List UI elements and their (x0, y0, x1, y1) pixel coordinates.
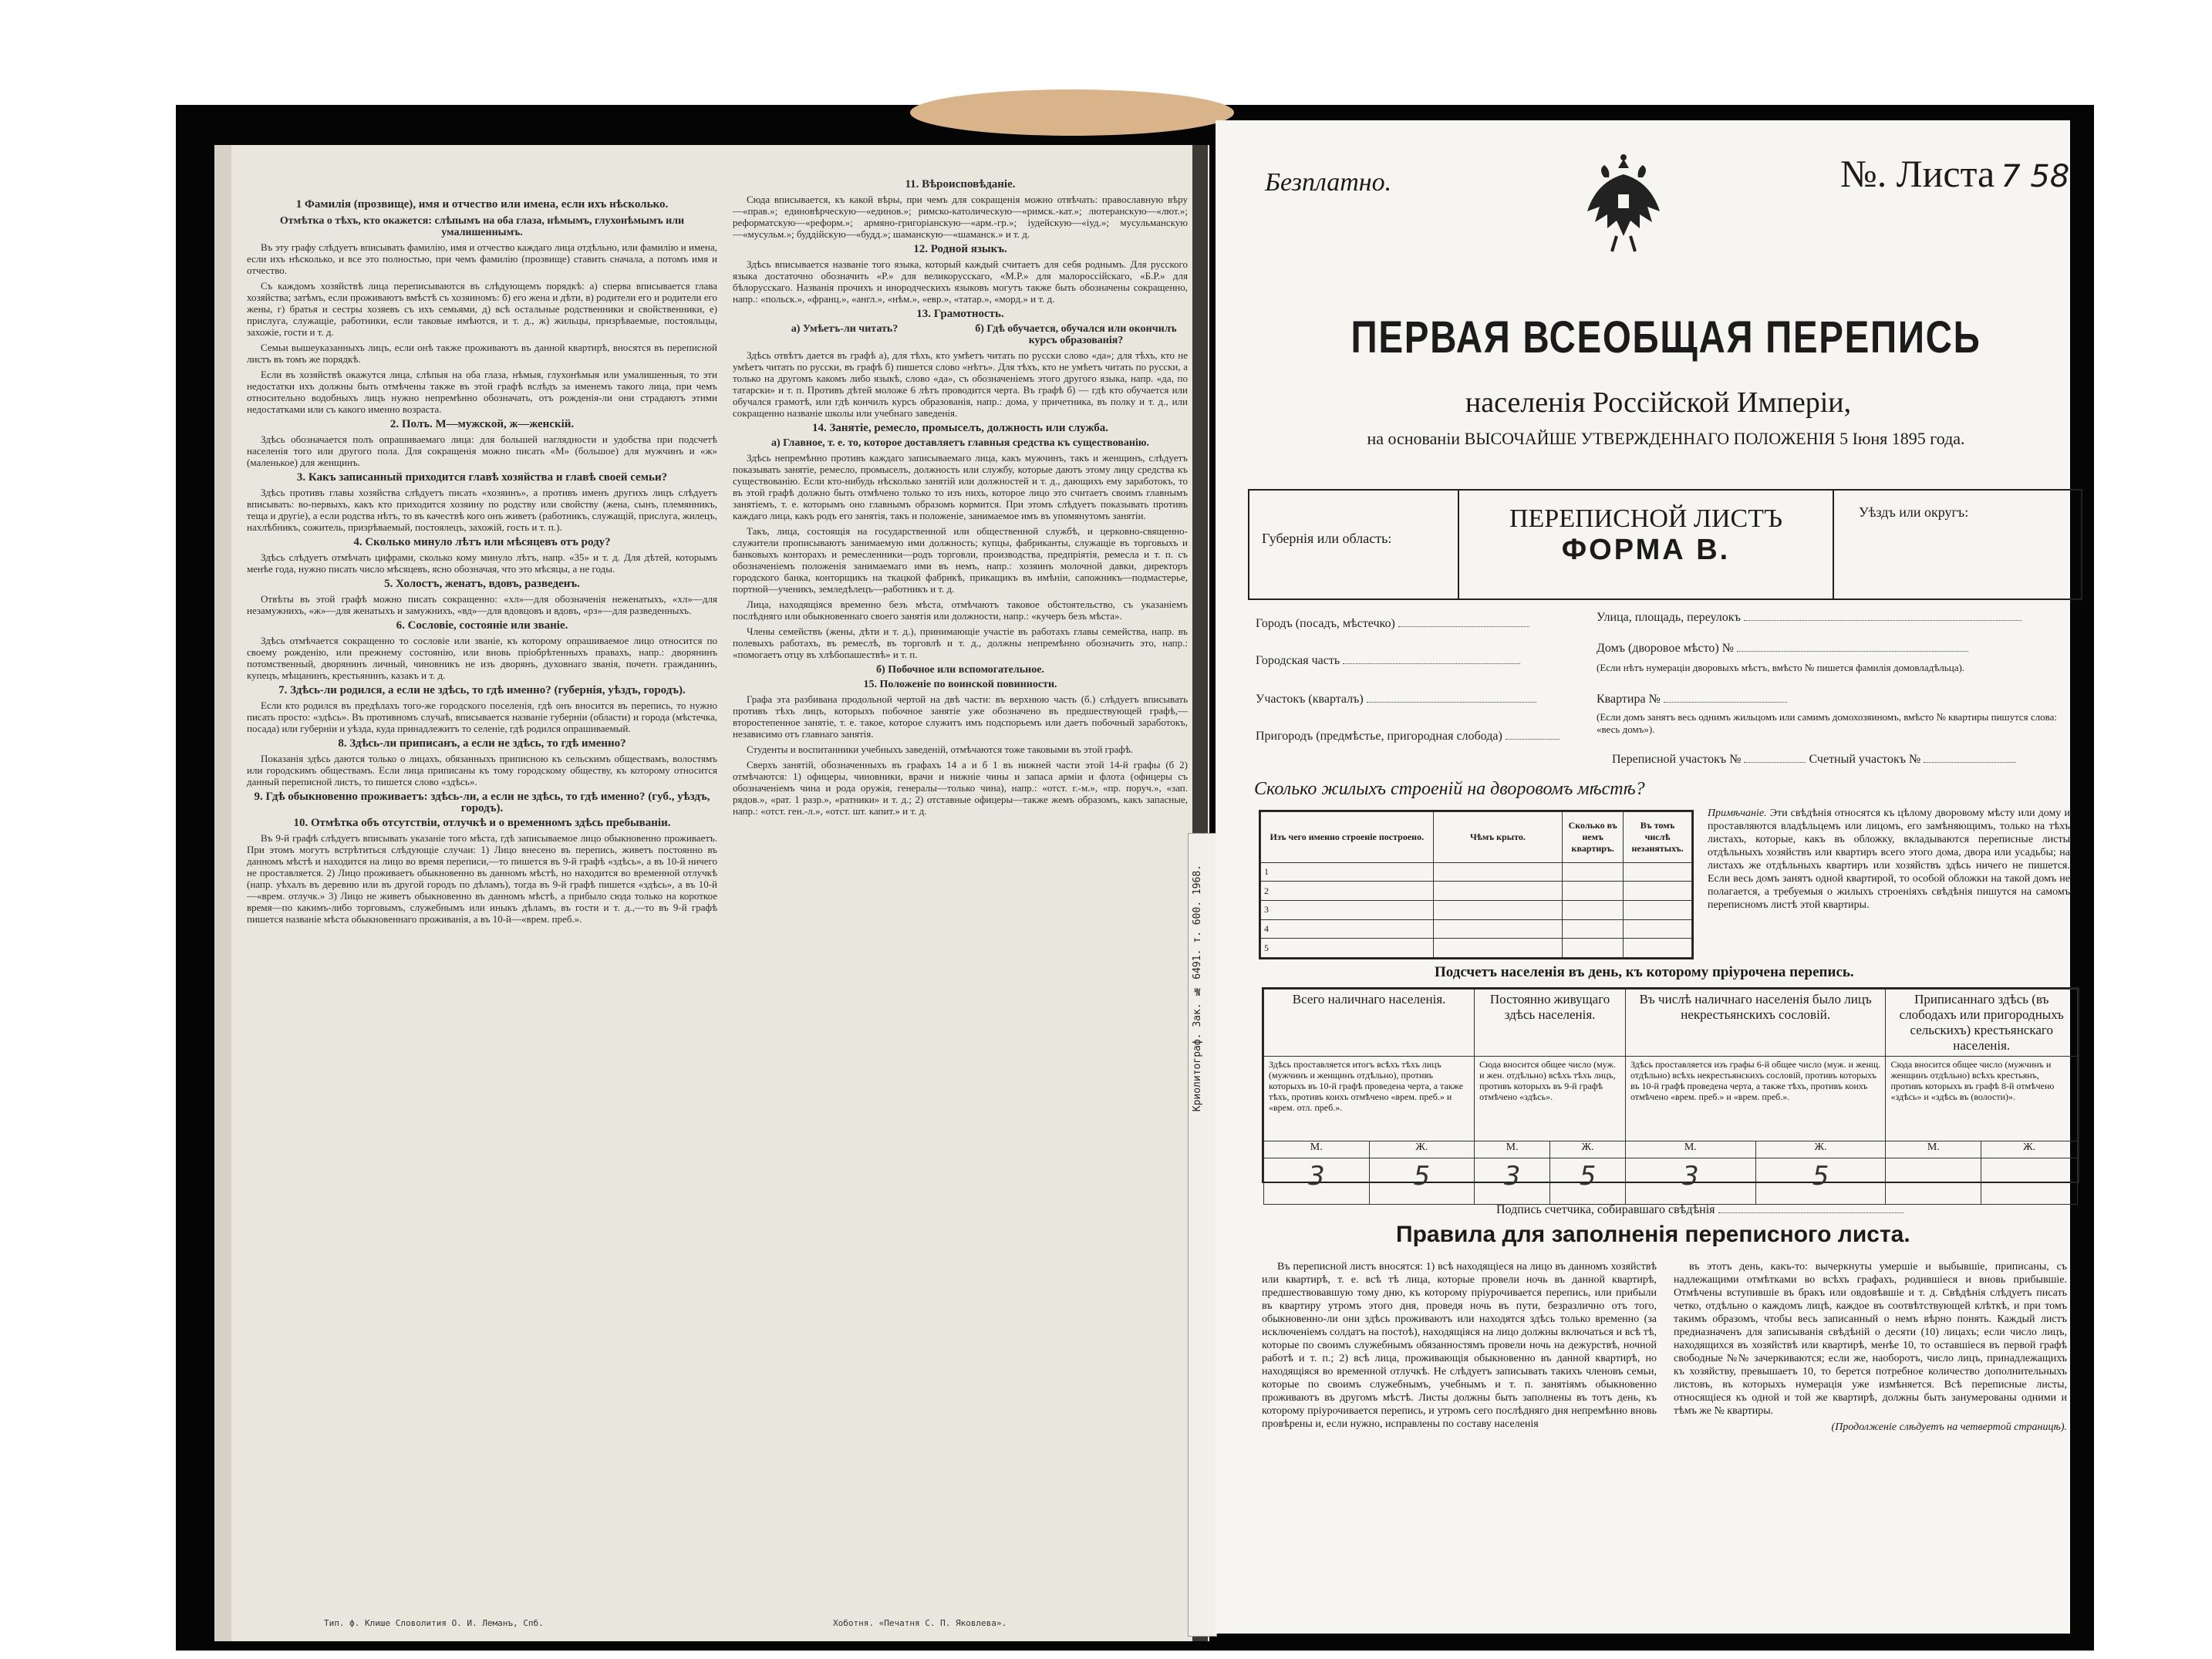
table-row[interactable] (1261, 939, 1692, 958)
desc-total: Здѣсь проставляется итогъ всѣхъ тѣхъ лицъ (мужчинъ и женщинъ отдѣльно), противъ которыхъ въ 10-й графѣ проведена черта, а также тѣхъ, противъ коихъ отмѣчено «врем. преб.» и «врем. отл. преб.». (1264, 1057, 1475, 1141)
male-header: М. (1475, 1141, 1550, 1158)
buildings-table (1259, 810, 1694, 959)
population-table (1262, 987, 2079, 1192)
signature-label: Подпись счетчика, собиравшаго свѣдѣнія (1496, 1203, 1715, 1216)
section-2-heading: 2. Полъ. М—мужской, ж—женскій. (389, 418, 575, 430)
field-dom[interactable] (1597, 642, 1968, 656)
table-row[interactable] (1261, 862, 1692, 882)
header-non-peasant: Въ числѣ наличнаго населенія было лицъ некрестьянскихъ сословій. (1625, 990, 1885, 1057)
table-surface (910, 89, 1234, 136)
sheet-number (1840, 151, 2069, 196)
paragraph: Здѣсь обозначается полъ опрашиваемаго лица: для большей наглядности и удобства при подсчетѣ населенія того или другого пола. Для сокращенія можно писать «М» (большое) для мужчинъ и «ж» (маленькое) для женщинъ. (247, 433, 717, 468)
printer-imprint-right: Хоботня. «Печатня С. П. Яковлева». (833, 1618, 1007, 1628)
header-permanent: Постоянно живущаго здѣсь населенія. (1475, 990, 1626, 1057)
printer-imprint-left: Тип. ф. Клише Словолития О. И. Леманъ, Спб. (324, 1618, 544, 1628)
female-header: Ж. (1369, 1141, 1475, 1158)
section-14b-heading: б) Побочное или вспомогательное. (876, 664, 1044, 676)
section-14-heading: 14. Занятіе, ремесло, промыселъ, должность или служба. (811, 422, 1109, 434)
guberniya-cell (1249, 491, 1459, 599)
uezd-label: Уѣздъ или округъ: (1859, 504, 1969, 520)
section-6-heading: 6. Сословіе, состояніе или званіе. (396, 619, 568, 632)
section-1-subheading: Отмѣтка о тѣхъ, кто окажется: слѣпымъ на оба глаза, нѣмымъ, глухонѣмымъ или умалишеннымъ. (279, 215, 685, 238)
row-number: 3 (1261, 901, 1434, 920)
paragraph: Члены семействъ (жены, дѣти и т. д.), принимающіе участіе въ работахъ главы семейства, напр. въ полевыхъ работахъ, въ ремеслѣ, въ торговлѣ и т. д., должны непремѣнно обозначить это, напр.: «помогаетъ отцу въ хлѣбопашествѣ» и т. п. (733, 625, 1188, 660)
header-total: Всего наличнаго населенія. (1264, 990, 1475, 1057)
count-peasant-male[interactable] (1886, 1158, 1981, 1205)
section-3-heading: 3. Какъ записанный приходится главѣ хозяйства и главѣ своей семьи? (296, 471, 668, 484)
paragraph: Здѣсь непремѣнно противъ каждаго записываемаго лица, какъ мужчинъ, такъ и женщинъ, слѣдуетъ показывать занятіе, ремесло, промыселъ, должность или службу, которые даютъ этому лицу средства къ существованію. Если кто-нибудь нѣсколько занятій или должностей и т. д., дающихъ ему заработокъ, то въ этой графѣ должно быть отмѣчено только то изъ нихъ, которое лицо это считаетъ своимъ главнымъ занятіемъ, т. е. которымъ оно главнымъ образомъ кормится. При этомъ слѣдуетъ показывать противъ каждаго лица, какъ родъ его занятія, такъ и положеніе, занимаемое имъ въ упомянутомъ занятіи. (733, 452, 1188, 521)
column-header: Въ томъ числѣ незанятыхъ. (1624, 812, 1692, 863)
section-14a-heading: а) Главное, т. е. то, которое доставляетъ главныя средства къ существованію. (771, 437, 1149, 449)
count-permanent-female[interactable]: 5 (1550, 1158, 1626, 1205)
double-headed-eagle-icon (1581, 151, 1666, 259)
field-label: Участокъ (кварталъ) (1256, 693, 1364, 706)
buildings-question: Сколько жилыхъ строеній на дворовомъ мѣстѣ? (1254, 779, 1645, 799)
field-label: Пригородъ (предмѣстье, пригородная слобода) (1256, 730, 1502, 743)
table-row[interactable] (1261, 901, 1692, 920)
rules-column-2 (1674, 1260, 2067, 1437)
field-perepis-uchastok[interactable] (1612, 753, 2016, 767)
male-header: М. (1264, 1141, 1370, 1158)
column-header: Чѣмъ крыто. (1433, 812, 1563, 863)
rules-column-1 (1262, 1260, 1657, 1434)
field-prigorod[interactable] (1256, 730, 1560, 744)
forma-label: ФОРМА В. (1561, 534, 1731, 566)
paragraph: Здѣсь слѣдуетъ отмѣчать цифрами, сколько кому минуло лѣтъ, напр. «35» и т. д. Для дѣтей, которымъ менѣе года, нужно писать число мѣсяцевъ, ясно обозначая, что это мѣсяцы, а не годы. (247, 551, 717, 575)
table-row[interactable] (1261, 919, 1692, 939)
field-label: Городъ (посадъ, мѣстечко) (1256, 617, 1395, 630)
continued-note: (Продолженіе слѣдуетъ на четвертой страницѣ). (1831, 1421, 2067, 1433)
count-peasant-female[interactable] (1981, 1158, 2078, 1205)
paragraph: Отвѣты въ этой графѣ можно писать сокращенно: «хл»—для обозначенія неженатыхъ, «хл»—для незамужнихъ, «ж»—для женатыхъ и замужнихъ, «вд»—для вдовцовъ и вдовъ, «рз»—для разведенныхъ. (247, 593, 717, 616)
row-number: 4 (1261, 919, 1434, 939)
paragraph: Въ 9-й графѣ слѣдуетъ вписывать указаніе того мѣста, гдѣ записываемое лицо обыкновенно проживаетъ. При этомъ могутъ встрѣтиться слѣдующіе случаи: 1) Лицо внесено въ перепись, живетъ постоянно въ данномъ мѣстѣ и находится на лицо во время переписи,—то пишется въ 9-й графѣ «здѣсь», а въ 10-й ничего не проставляется. 2) Лицо проживаетъ обыкновенно въ данномъ мѣстѣ, но находится во временной отлучкѣ (напр. уѣхалъ въ деревню или въ другой городъ по дѣламъ), тогда въ 9-й графѣ пишется «здѣсь», а въ 10-й—«врем. отлучк.» 3) Лицо не живетъ обыкновенно въ данномъ мѣстѣ, а прибыло сюда только на короткое время—по какимъ-либо торговымъ, служебнымъ или иныкъ дѣламъ, въ гости и т. д.,—то въ 9-й графѣ пишется названіе мѣста обыкновеннаго проживанія, а въ 10-й—«врем. преб.». (247, 832, 717, 925)
female-header: Ж. (1755, 1141, 1886, 1158)
paragraph: Сверхъ занятій, обозначенныхъ въ графахъ 14 а и б 1 въ нижней части этой 14-й графы (б 2) отмѣчаются: 1) офицеры, чиновники, врачи и нижніе чины и запаса арміи и флота (офицеры съ обозначеніемъ чина и рода оружія, генералы—только чина), напр.: «отст. г.-м.», «пр. поруч.», «зап. рядов.», «рат. 1 разр.», «ратники» и т. д.; 2) отставные офицеры—также жемъ образомъ, какъ запасные, напр.: «отст. ген.-л.», «отст. шт. капит.» и т. д. (733, 759, 1188, 817)
desc-peasant: Сюда вносится общее число (мужчинъ и женщинъ отдѣльно) всѣхъ крестьянъ, противъ которыхъ въ графѣ 8-й отмѣчено «здѣсь» и «здѣсь въ (волости)». (1886, 1057, 2078, 1141)
field-kvartira[interactable] (1597, 693, 1787, 706)
paragraph: Сюда вписывается, къ какой вѣры, при чемъ для сокращенія можно отвѣчать: православную вѣру—«прав.»; единовѣрческую—«единов.»; римско-католическую—«римск.-кат.»; лютеранскую—«лют.»; реформатскую—«реформ.»; армяно-григоріанскую—«арм.-гр.»; іудейскую—«іуд.»; мусульманскую—«мусульм.»; буддійскую—«будд.»; шаманскую—«шаманск.» и т. д. (733, 194, 1188, 240)
paragraph: Такъ, лица, состоящія на государственной или общественной службѣ, и церковно-священно-служители прописываютъ занимаемую ими должность; купцы, фабриканты, служащіе въ торговыхъ и банковыхъ конторахъ и ремесленники—родъ торговли, производства, предпріятія, ремесла и т. п. съ обозначеніемъ положенія занимаемаго ими въ немъ, напр.: хозяинъ молочной давки, директоръ городского банка, конторщикъ на ткацкой фабрикѣ, прикащикъ въ имѣніи, сапожникъ—подмастерье, портной—ученикъ, земледѣлецъ—работникъ и т. д. (733, 525, 1188, 595)
note-title: Примѣчаніе. (1708, 808, 1767, 819)
count-total-male[interactable]: 3 (1264, 1158, 1370, 1205)
section-10-heading: 10. Отмѣтка объ отсутствіи, отлучкѣ и о временномъ здѣсь пребываніи. (293, 817, 671, 829)
field-label: Городская часть (1256, 654, 1340, 667)
paragraph: Если въ хозяйствѣ окажутся лица, слѣпыя на оба глаза, нѣмыя, глухонѣмыя или умалишенныя, то эти недостатки ихъ должны быть отмѣчены также въ этой графѣ вслѣдъ за именемъ такого лица, при чемъ относительно водобныхъ лицъ нужно непремѣнно обозначать, отъ рожденія-ли они страдаютъ этими недостатками или съ какого именно возраста. (247, 369, 717, 415)
paragraph: Въ переписной листъ вносятся: 1) всѣ находящіеся на лицо въ данномъ хозяйствѣ или квартирѣ, т. е. всѣ тѣ лица, которые провели ночь въ данной квартирѣ, предшествовавшую тому дню, къ которому пріурочивается перепись, или прибыли въ квартиру утромъ этого дня, проведя ночь въ пути, безразлично отъ того, обыкновенно-ли они здѣсь проживаютъ или находятся здѣсь только временно (за исключеніемъ солдатъ на постоѣ), находящіяся на лицо должны включаться и всѣ тѣ, которые по своимъ служебнымъ обязанностямъ провели ночь на дежурствѣ, ночной работѣ и т. п.; 2) всѣ лица, проживающія обыкновенно въ данной квартирѣ, но находящіяся во временной отлучкѣ. Не слѣдуетъ записывать такихъ членовъ семьи, которые по своимъ служебнымъ, учебнымъ и т. п. занятіямъ обыкновенно проживаютъ въ другомъ мѣстѣ. Листы должны быть заполнены въ тотъ день, къ которому пріурочивается перепись, и утромъ сего послѣдняго дня непремѣнно вновь провѣрены и, если нужно, исправлены по составу населенія (1262, 1261, 1657, 1430)
paragraph: Студенты и воспитанники учебныхъ заведеній, отмѣчаются тоже таковыми въ этой графѣ. (747, 744, 1134, 755)
sheet-number-value: 7 58 (2001, 159, 2070, 194)
rules-title: Правила для заполненія переписного листа. (1396, 1222, 1910, 1247)
header-box (1248, 489, 2082, 600)
column-header: Изъ чего именно строеніе построено. (1261, 812, 1434, 863)
paragraph: Семьи вышеуказанныхъ лицъ, если онѣ также проживаютъ въ данной квартирѣ, вносятся въ переписной листъ въ томъ же порядкѣ. (247, 342, 717, 365)
field-chast[interactable] (1256, 654, 1520, 668)
population-count-heading: Подсчетъ населенія въ день, къ которому пріурочена перепись. (1435, 964, 1854, 980)
section-15-heading: 15. Положеніе по воинской повинности. (863, 679, 1057, 690)
count-total-female[interactable]: 5 (1369, 1158, 1475, 1205)
census-title: ПЕРВАЯ ВСЕОБЩАЯ ПЕРЕПИСЬ (1350, 312, 1981, 362)
form-title-cell (1459, 491, 1834, 599)
field-gorod[interactable] (1256, 617, 1529, 631)
section-12-heading: 12. Родной языкъ. (913, 243, 1007, 255)
row-number: 2 (1261, 882, 1434, 901)
note-block (1708, 807, 2070, 912)
row-number: 1 (1261, 862, 1434, 882)
count-permanent-male[interactable]: 3 (1475, 1158, 1550, 1205)
male-header: М. (1886, 1141, 1981, 1158)
section-11-heading: 11. Вѣроисповѣданіе. (905, 178, 1016, 191)
table-row[interactable] (1261, 882, 1692, 901)
dom-note: (Если нѣтъ нумераціи дворовыхъ мѣстъ, вмѣсто № пишется фамилія домовладѣльца). (1597, 662, 1965, 673)
archive-strip (1188, 833, 1217, 1637)
left-column-2 (733, 176, 1188, 821)
count-non-peasant-male[interactable]: 3 (1625, 1158, 1755, 1205)
section-13-heading: 13. Грамотность. (916, 308, 1004, 320)
archive-strip-text: Криолитограф. Зак. № 6491. т. 600. 1968. (1192, 865, 1203, 1112)
paragraph: Здѣсь отвѣтъ дается въ графѣ а), для тѣхъ, кто умѣетъ читать по русски слово «да»; для тѣхъ, кто не умѣетъ читать по русски, въ графѣ б) пишется слово «нѣтъ». Для тѣхъ, кто не умѣетъ читать по русски, а только на другомъ какомъ либо языкѣ, слово «да», съ обозначеніемъ этого другого языка, напр. «да, по татарски» и т. п. Противъ дѣтей моложе 6 лѣтъ проводится черта. Въ графѣ б) — гдѣ кто обучается или обучался грамотѣ, или гдѣ кончилъ курсъ образованія, напр.: дома, у причетника, въ полку и т. д., или сокращенно названіе школы или учебнаго заведенія. (733, 349, 1188, 419)
paragraph: Графа эта разбивана продольной чертой на двѣ части: въ верхнюю часть (б.) слѣдуетъ вписывать противъ тѣхъ лицъ, которыхъ побочное занятіе уже обозначено въ предшествующей графѣ,—второстепенное занятіе, т. е. такое, которое служитъ имъ подспорьемъ или даетъ побочный заработокъ, независимо отъ главнаго занятія. (733, 693, 1188, 740)
paragraph: Если кто родился въ предѣлахъ того-же городского поселенія, гдѣ онъ вносится въ перепись, то нужно писать просто: «здѣсь». Въ противномъ случаѣ, вписывается названіе губерніи (области) и города (мѣстечка, посада) или губерніи и уѣзда, куда принадлежитъ то селеніе, гдѣ родился опрашиваемый. (247, 700, 717, 734)
note-text: Эти свѣдѣнія относятся къ цѣлому дворовому мѣсту или дому и проставляются владѣльцемъ или лицомъ, его замѣняющимъ, только на тѣхъ листахъ, которые, какъ въ обложку, вкладываются переписные листы отдѣльныхъ хозяйствъ или квартиръ всего этого дома, двора или усадьбы; на листахъ же отдѣльныхъ квартиръ или хозяйствъ здѣсь ничего не пишется. Если весь домъ занятъ одной квартирой, то особой обложки на такой домъ не полагается, а требуемыя о жилыхъ строеніяхъ свѣдѣнія пишутся на самомъ переписномъ листѣ этой квартиры. (1708, 808, 2070, 911)
field-label: Счетный участокъ № (1809, 753, 1921, 766)
section-7-heading: 7. Здѣсь-ли родился, а если не здѣсь, то гдѣ именно? (губернія, уѣздъ, городъ). (278, 684, 686, 696)
paragraph: Здѣсь отмѣчается сокращенно то сословіе или званіе, къ которому опрашиваемое лицо относится по своему рожденію, или прежнему состоянію, или вновь пріобрѣтенныхъ правахъ, напр.: дворянинъ потомственный, дворянинъ личный, чиновникъ не изъ дворянъ, духовнаго званія, почетн. гражданинъ, купецъ, мѣщанинъ, крестьянинъ, казакъ и т. д. (247, 635, 717, 681)
list-label: ПЕРЕПИСНОЙ ЛИСТЪ (1509, 504, 1782, 533)
field-label: Улица, площадь, переулокъ (1597, 611, 1741, 624)
female-header: Ж. (1981, 1141, 2078, 1158)
paragraph: Съ каждомъ хозяйствѣ лица переписываются въ слѣдующемъ порядкѣ: а) сперва вписывается глава хозяйства; затѣмъ, если проживаютъ вмѣстѣ съ хозяиномъ: б) его жена и дѣти, в) родители его и родители его жены, г) братья и сестры хозяевъ съ ихъ семьями, д) всѣ остальные родственники и свойственники, е) прислуга, служащіе, работники, если таковые имѣются, и т. д., ж) жильцы, призрѣваемые, постояльцы, захожіе, гости и т. д. (247, 280, 717, 338)
enumerator-signature[interactable] (1496, 1203, 1903, 1217)
census-subtitle: населенія Россійской Имперіи, (1465, 386, 1852, 419)
legal-basis: на основаніи ВЫСОЧАЙШЕ УТВЕРЖДЕННАГО ПОЛОЖЕНІЯ 5 Іюня 1895 года. (1367, 429, 1965, 448)
column-header: Сколько въ немъ квартиръ. (1563, 812, 1624, 863)
free-label: Безплатно. (1265, 168, 1392, 197)
field-label: Переписной участокъ № (1612, 753, 1742, 766)
question-read: а) Умѣетъ-ли читать? (791, 323, 899, 335)
count-non-peasant-female[interactable]: 5 (1755, 1158, 1886, 1205)
sheet-number-label: №. Листа (1840, 152, 1995, 195)
question-study: б) Гдѣ обучается, обучался или окончилъ курсъ образованія? (975, 323, 1177, 346)
field-uchastok[interactable] (1256, 693, 1536, 706)
paragraph: въ этотъ день, какъ-то: вычеркнуты умершіе и выбывшіе, приписаны, съ надлежащими отмѣтками во всѣхъ графахъ, родившіеся и вновь прибывшіе. Отмѣчены вступившіе въ бракъ или овдовѣвшіе и т. д. Свѣдѣнія слѣдуетъ писать четко, отдѣльно о каждомъ лицѣ, каждое въ соотвѣтствующей клѣткѣ, и при томъ такимъ образомъ, чтобы весь записанный о немъ вѣрно понять. Каждый листъ предназначенъ для записыванія свѣдѣній о десяти (10) лицахъ; если число лицъ, находящихся въ хозяйствѣ или квартирѣ, менѣе 10, то оставшіеся въ первой графѣ свободные №№ зачеркиваются; если же, наоборотъ, число лицъ, принадлежащихъ къ хозяйству, превышаетъ 10, то берется потребное количество дополнительныхъ листовъ, въ которыхъ нумерація уже измѣняется. Всѣ переписные листы, относящіеся къ одной и той же квартирѣ, должны быть занумерованы одними и тѣмъ же № квартиры. (1674, 1261, 2067, 1417)
section-9-heading: 9. Гдѣ обыкновенно проживаетъ: здѣсь-ли, а если не здѣсь, то гдѣ именно? (губ., уѣздъ, городъ). (254, 791, 710, 814)
desc-non-peasant: Здѣсь проставляется изъ графы 6-й общее число (муж. и женщ. отдѣльно) всѣхъ некрестьянскихъ сословій, противъ которыхъ въ 10-й графѣ проведена черта, а также тѣхъ, противъ коихъ отмѣчено «врем. преб.» и «врем. преб.». (1625, 1057, 1885, 1141)
header-peasant: Приписаннаго здѣсь (въ слободахъ или пригородныхъ сельскихъ) крестьянскаго населенія. (1886, 990, 2078, 1057)
paragraph: Лица, находящіяся временно безъ мѣста, отмѣчаютъ таковое обстоятельство, съ указаніемъ послѣдняго или обыкновеннаго своего занятія или должности, напр.: «кучеръ безъ мѣста». (733, 599, 1188, 622)
male-header: М. (1625, 1141, 1755, 1158)
section-1-heading: 1 Фамилія (прозвище), имя и отчество или имена, если ихъ нѣсколько. (295, 198, 669, 211)
paragraph: Здѣсь вписывается названіе того языка, который каждый считаетъ для себя роднымъ. Для русского языка достаточно обозначить «Р.» для великорусскаго, «М.Р.» для малороссійскаго, «Б.Р.» для бѣлорусскаго. Названія прочихъ и инородческихъ языковъ могутъ также быть обозначены сокращенно, напр.: «польск.», «франц.», «англ.», «нѣм.», «евр.», «татар.», «морд.» и т. д. (733, 258, 1188, 305)
paragraph: Въ эту графу слѣдуетъ вписывать фамилію, имя и отчество каждаго лица отдѣльно, или фамилію и имена, если ихъ нѣсколько, и все это полностью, при чемъ фамилію (прозвище) ставить сначала, а потомъ имя и отчество. (247, 241, 717, 276)
section-5-heading: 5. Холостъ, женатъ, вдовъ, разведенъ. (384, 578, 580, 590)
female-header: Ж. (1550, 1141, 1626, 1158)
paragraph: Показанія здѣсь даются только о лицахъ, обязанныхъ приписною къ сельскимъ обществамъ, волостямъ или городскимъ обществамъ. Если лица приписаны къ тому городскому обществу, къ которому относится данный переписной листъ, то пишется слово «здѣсь». (247, 753, 717, 787)
kvartira-note: (Если домъ занятъ весь однимъ жильцомъ или самимъ домохозяиномъ, вмѣсто № квартиры пишутся слова: «весь домъ»). (1597, 711, 2058, 735)
section-8-heading: 8. Здѣсь-ли приписанъ, а если не здѣсь, то гдѣ именно? (338, 737, 626, 750)
left-column-1 (247, 194, 717, 929)
row-number: 5 (1261, 939, 1434, 958)
field-ulitsa[interactable] (1597, 611, 2021, 625)
desc-permanent: Сюда вносится общее число (муж. и жен. отдѣльно) всѣхъ тѣхъ лицъ, противъ которыхъ въ 9-й графѣ отмѣчено «здѣсь». (1475, 1057, 1626, 1141)
field-label: Квартира № (1597, 693, 1661, 706)
left-page (214, 145, 1209, 1641)
guberniya-label: Губернія или область: (1262, 531, 1392, 546)
field-label: Домъ (дворовое мѣсто) № (1597, 642, 1734, 655)
section-4-heading: 4. Сколько минуло лѣтъ или мѣсяцевъ отъ роду? (353, 536, 611, 548)
paragraph: Здѣсь противъ главы хозяйства слѣдуетъ писать «хозяинъ», а противъ именъ другихъ лицъ слѣдуетъ вписывать: во-первыхъ, какъ кто приходится хозяину по родству или свойству (жена, сынъ, племянникъ, теща и другіе), а если родства нѣтъ, то въ качествѣ кого онъ живетъ (работникъ, служащій, прислуга, жилецъ, нахлѣбникъ, сожитель, призрѣваемый, постоялецъ, захожій, гость и т. п.). (247, 487, 717, 533)
